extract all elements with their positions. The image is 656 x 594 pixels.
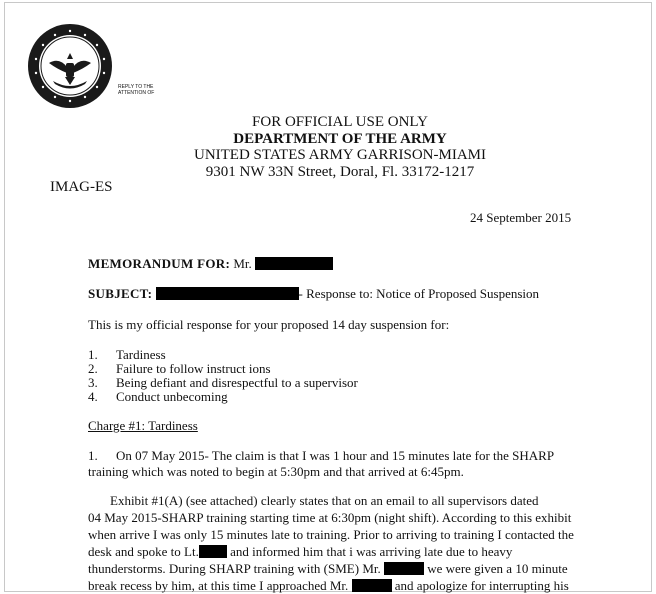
exhibit-line-3: when arrive I was only 15 minutes late to training. Prior to arriving to training I contacted the (88, 527, 574, 542)
redaction-box (255, 257, 333, 270)
charge-1-heading: Charge #1: Tardiness (88, 418, 198, 433)
memo-for-label: MEMORANDUM FOR (88, 256, 226, 271)
list-item: 1. Tardiness (88, 347, 166, 362)
redaction-box (352, 579, 392, 592)
intro-paragraph: This is my official response for your proposed 14 day suspension for: (88, 317, 450, 332)
garrison-name: UNITED STATES ARMY GARRISON-MIAMI (193, 147, 486, 163)
memo-for-value: Mr. (233, 256, 252, 271)
department-of-defense-seal (27, 23, 113, 109)
memo-for-line: MEMORANDUM FOR: Mr. (88, 256, 333, 272)
department-title: DEPARTMENT OF THE ARMY (233, 131, 447, 147)
exhibit-line-5: thunderstorms. During SHARP training with (SME) Mr. we were given a 10 minute (88, 561, 568, 576)
reply-to-label (118, 84, 154, 96)
list-item: 4. Conduct unbecoming (88, 389, 228, 404)
subject-line (88, 286, 539, 302)
office-symbol: IMAG-ES (50, 179, 113, 195)
para-1-line-1: 1. On 07 May 2015- The claim is that I was 1 hour and 15 minutes late for the SHARP (88, 448, 555, 463)
list-item: 2. Failure to follow instruct ions (88, 361, 271, 376)
redaction-box (384, 562, 424, 575)
redaction-box (199, 545, 227, 558)
memo-date: 24 September 2015 (470, 210, 572, 225)
classification-marking: FOR OFFICIAL USE ONLY (252, 114, 428, 130)
garrison-address: 9301 NW 33N Street, Doral, Fl. 33172-1217 (205, 164, 475, 180)
para-1-line-2: training which was noted to begin at 5:30pm and that arrived at 6:45pm. (88, 464, 464, 479)
redaction-box (156, 287, 299, 300)
exhibit-line-1: Exhibit #1(A) (see attached) clearly states that on an email to all supervisors dated (110, 493, 539, 508)
subject-label: SUBJECT: (88, 286, 153, 301)
list-item: 3. Being defiant and disrespectful to a supervisor (88, 375, 358, 390)
exhibit-line-2: 04 May 2015-SHARP training starting time at 6:30pm (night shift). According to this exhibit (88, 510, 572, 525)
reply-to-line-1: REPLY TO THE (118, 84, 154, 90)
exhibit-line-6: break recess by him, at this time I approached Mr. and apologize for interrupting his (88, 578, 569, 593)
subject-value: - Response to: Notice of Proposed Suspension (298, 286, 540, 301)
reply-to-line-2: ATTENTION OF (118, 90, 155, 96)
exhibit-line-4: desk and spoke to Lt. and informed him that i was arriving late due to heavy (88, 544, 513, 559)
